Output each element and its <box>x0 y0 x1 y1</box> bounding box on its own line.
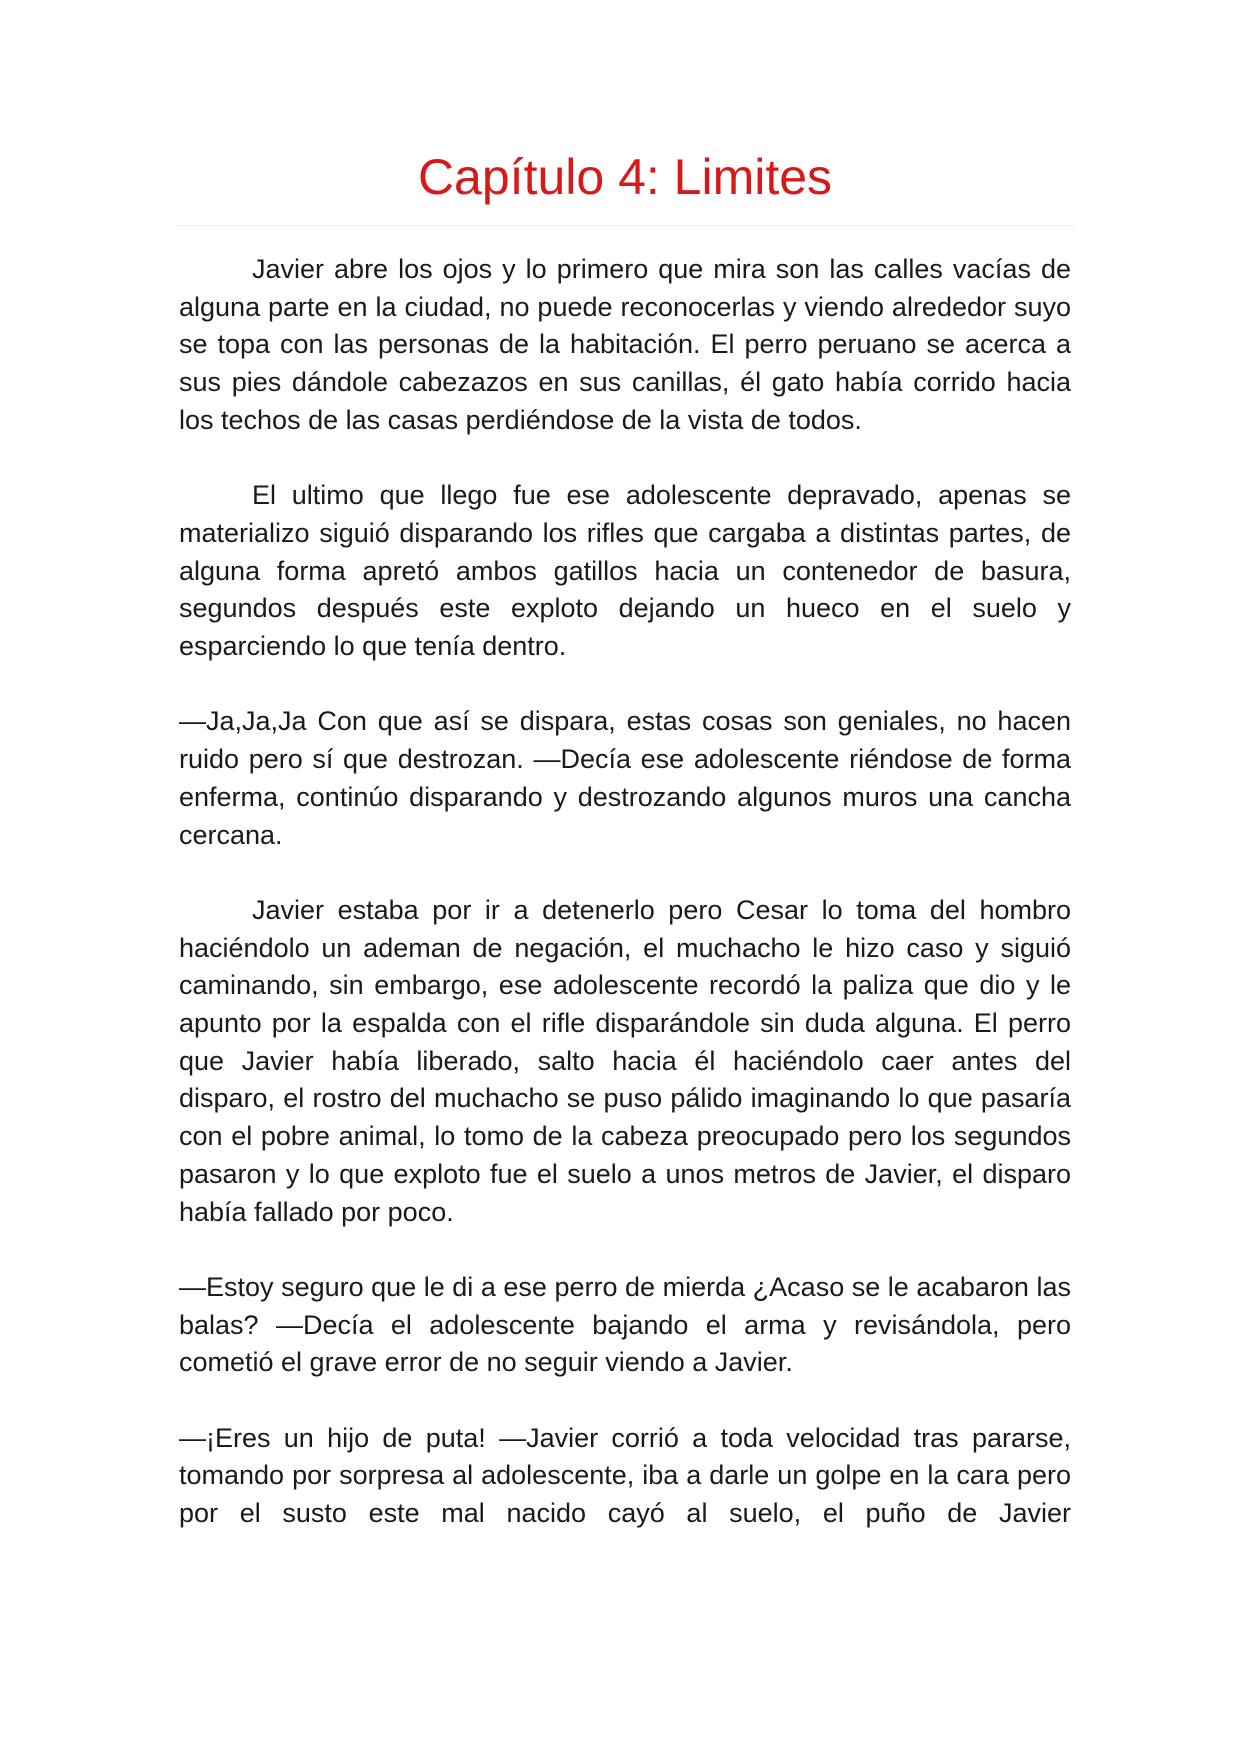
title-divider <box>175 225 1075 226</box>
paragraph-2: El ultimo que llego fue ese adolescente depravado, apenas se materializo siguió disparando los rifles que cargaba a distintas partes, de alguna forma apretó ambos gatillos hacia un contenedor de basura, segundos después este exploto dejando un hueco en el suelo y esparciendo lo que tenía dentro. <box>179 480 1071 662</box>
paragraph-1: Javier abre los ojos y lo primero que mira son las calles vacías de alguna parte en la ciudad, no puede reconocerlas y viendo alrededor suyo se topa con las personas de la habitación. El perro peruano se acerca a sus pies dándole cabezazos en sus canillas, él gato había corrido hacia los techos de las casas perdiéndose de la vista de todos. <box>179 254 1071 435</box>
paragraph-5-dialogue: —Estoy seguro que le di a ese perro de mierda ¿Acaso se le acabaron las balas? —Decía el adolescente bajando el arma y revisándola, pero cometió el grave error de no seguir viendo a Javier. <box>179 1271 1071 1378</box>
chapter-body <box>179 251 1071 1571</box>
chapter-title: Capítulo 4: Limites <box>417 149 833 205</box>
paragraph-3-dialogue: —Ja,Ja,Ja Con que así se dispara, estas cosas son geniales, no hacen ruido pero sí que destrozan. —Decía ese adolescente riéndose de forma enferma, continúo disparando y destrozando algunos muros una cancha cercana. <box>179 706 1071 850</box>
paragraph-4: Javier estaba por ir a detenerlo pero Cesar lo toma del hombro haciéndolo un ademan de negación, el muchacho le hizo caso y siguió caminando, sin embargo, ese adolescente recordó la paliza que dio y le apunto por la espalda con el rifle disparándole sin duda alguna. El perro que Javier había liberado, salto hacia él haciéndolo caer antes del disparo, el rostro del muchacho se puso pálido imaginando lo que pasaría con el pobre animal, lo tomo de la cabeza preocupado pero los segundos pasaron y lo que exploto fue el suelo a unos metros de Javier, el disparo había fallado por poco. <box>179 894 1071 1227</box>
paragraph-6-dialogue: —¡Eres un hijo de puta! —Javier corrió a toda velocidad tras pararse, tomando por sorpresa al adolescente, iba a darle un golpe en la cara pero por el susto este mal nacido cayó al suelo, el puño de Javier <box>179 1422 1071 1529</box>
